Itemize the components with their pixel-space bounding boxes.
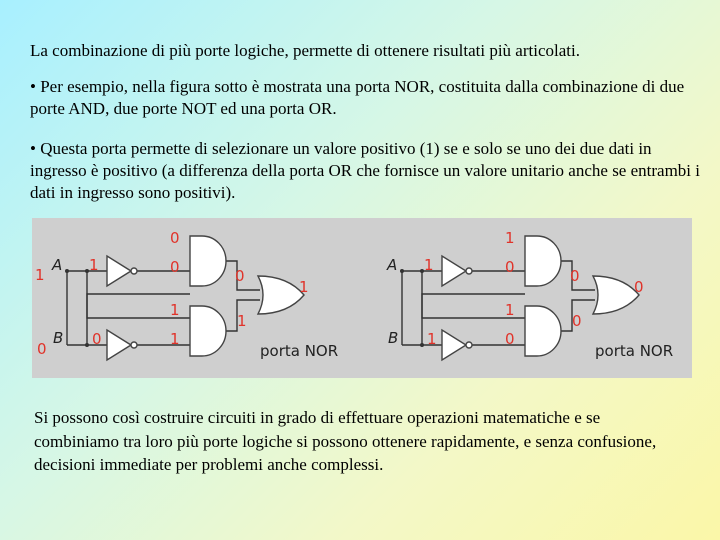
- and2-top-value: 1: [505, 301, 515, 319]
- not-gate: [107, 330, 131, 360]
- input-a-name: A: [52, 256, 63, 274]
- circuit-1: [35, 229, 338, 360]
- nor-caption: porta NOR: [260, 342, 339, 360]
- not-gate: [442, 330, 466, 360]
- not-bubble: [466, 342, 472, 348]
- and-gate: [525, 306, 561, 356]
- output-value: 0: [634, 278, 644, 296]
- junction-dot: [85, 343, 89, 347]
- not-b-input-value: 0: [92, 330, 102, 348]
- behavior-paragraph: • Questa porta permette di selezionare un valore positivo (1) se e solo se uno dei due dati in ingresso è positivo (a differenza della porta OR che fornisce un valore unitario anche se entrambi i dati in ingresso sono positivi).: [30, 139, 700, 202]
- and2-bottom-value: 1: [170, 330, 180, 348]
- not-gate: [107, 256, 131, 286]
- or-bottom-value: 1: [237, 312, 247, 330]
- and1-bottom-value: 0: [170, 258, 180, 276]
- nor-caption: porta NOR: [595, 342, 674, 360]
- example-paragraph: • Per esempio, nella figura sotto è mostrata una porta NOR, costituita dalla combinazione di due porte AND, due porte NOT ed una porta OR.: [30, 77, 685, 118]
- not-a-input-value: 1: [89, 256, 99, 274]
- and-gate: [525, 236, 561, 286]
- or-bottom-value: 0: [572, 312, 582, 330]
- conclusion-paragraph: Si possono così costruire circuiti in grado di effettuare operazioni matematiche e se combiniamo tra loro più porte logiche si possono ottenere rapidamente, e senza confusione, decisioni immediate per problemi anche complessi.: [34, 408, 657, 474]
- and-gate: [190, 236, 226, 286]
- circuit-2: [386, 229, 673, 360]
- and2-bottom-value: 0: [505, 330, 515, 348]
- not-gate: [442, 256, 466, 286]
- not-a-input-value: 1: [424, 256, 434, 274]
- junction-dot: [420, 343, 424, 347]
- or-gate: [258, 276, 304, 314]
- input-b-name: B: [53, 329, 64, 347]
- and1-bottom-value: 0: [505, 258, 515, 276]
- input-a-value: 1: [35, 266, 45, 284]
- and-gate: [190, 306, 226, 356]
- and1-top-value: 1: [505, 229, 515, 247]
- or-top-value: 0: [570, 267, 580, 285]
- output-value: 1: [299, 278, 309, 296]
- nor-gate-diagram: [32, 218, 692, 378]
- junction-dot: [400, 269, 404, 273]
- or-gate: [593, 276, 639, 314]
- and2-top-value: 1: [170, 301, 180, 319]
- input-a-name: A: [387, 256, 398, 274]
- junction-dot: [65, 269, 69, 273]
- and1-top-value: 0: [170, 229, 180, 247]
- not-bubble: [466, 268, 472, 274]
- not-bubble: [131, 268, 137, 274]
- not-bubble: [131, 342, 137, 348]
- input-b-name: B: [388, 329, 399, 347]
- input-b-value: 0: [37, 340, 47, 358]
- intro-paragraph: La combinazione di più porte logiche, permette di ottenere risultati più articolati.: [30, 41, 580, 60]
- not-b-input-value: 1: [427, 330, 437, 348]
- or-top-value: 0: [235, 267, 245, 285]
